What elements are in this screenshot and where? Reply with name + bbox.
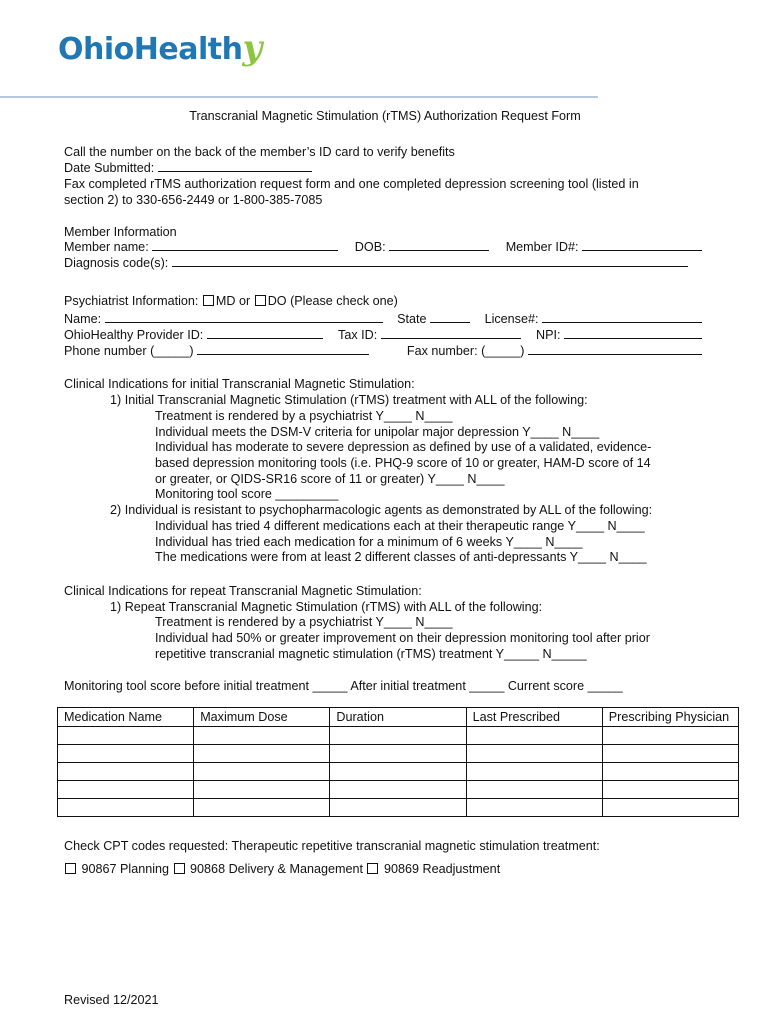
dob-field[interactable] <box>389 239 489 251</box>
table-cell[interactable] <box>602 781 738 799</box>
tax-id-field[interactable] <box>381 327 521 339</box>
fax-label: Fax number: (_____) <box>406 344 525 358</box>
member-row-1 <box>64 239 702 255</box>
cpt-90867-label: 90867 Planning <box>81 862 170 876</box>
table-cell[interactable] <box>602 745 738 763</box>
fax-instructions-line1: Fax completed rTMS authorization request form and one completed depression screening tool (listed in <box>64 177 639 191</box>
md-label: MD or <box>215 294 251 308</box>
table-cell[interactable] <box>58 727 194 745</box>
md-checkbox[interactable] <box>203 295 214 306</box>
monitoring-score-line: Monitoring tool score before initial treatment _____ After initial treatment _____ Current score _____ <box>64 679 623 693</box>
state-label: State <box>397 312 427 326</box>
logo-text: OhioHealth <box>58 32 243 67</box>
repeat-item-1a: Treatment is rendered by a psychiatrist Y____ N____ <box>155 615 453 629</box>
diagnosis-row <box>64 255 688 271</box>
date-submitted-field[interactable] <box>158 160 312 172</box>
member-info-heading: Member Information <box>64 225 177 239</box>
table-cell[interactable] <box>194 745 330 763</box>
table-cell[interactable] <box>58 745 194 763</box>
medication-table-header <box>58 708 739 727</box>
header-medication-name: Medication Name <box>58 708 194 727</box>
table-row <box>58 745 739 763</box>
header-rule <box>0 96 598 98</box>
initial-item-1a: Treatment is rendered by a psychiatrist Y____ N____ <box>155 409 453 423</box>
state-field[interactable] <box>430 311 470 323</box>
table-cell[interactable] <box>330 727 466 745</box>
psychiatrist-name-field[interactable] <box>105 311 383 323</box>
table-row <box>58 727 739 745</box>
table-cell[interactable] <box>466 745 602 763</box>
repeat-item-1: 1) Repeat Transcranial Magnetic Stimulation (rTMS) with ALL of the following: <box>110 600 543 614</box>
table-row <box>58 781 739 799</box>
revision-date: Revised 12/2021 <box>64 993 159 1007</box>
table-cell[interactable] <box>58 763 194 781</box>
table-cell[interactable] <box>330 745 466 763</box>
table-cell[interactable] <box>330 763 466 781</box>
table-cell[interactable] <box>466 799 602 817</box>
table-cell[interactable] <box>466 727 602 745</box>
cpt-options-row <box>64 861 500 877</box>
date-submitted-row <box>64 160 312 176</box>
date-submitted-label: Date Submitted: <box>64 161 155 175</box>
do-checkbox[interactable] <box>255 295 266 306</box>
table-cell[interactable] <box>194 781 330 799</box>
tax-id-label: Tax ID: <box>338 328 378 342</box>
initial-item-1c-line2: based depression monitoring tools (i.e. PHQ-9 score of 10 or greater, HAM-D score of 14 <box>155 456 651 470</box>
initial-item-2b: Individual has tried each medication for a minimum of 6 weeks Y____ N____ <box>155 535 583 549</box>
initial-item-1d: Monitoring tool score _________ <box>155 487 339 501</box>
header-maximum-dose: Maximum Dose <box>194 708 330 727</box>
table-cell[interactable] <box>602 763 738 781</box>
cpt-90868-label: 90868 Delivery & Management <box>190 862 363 876</box>
provider-id-label: OhioHealthy Provider ID: <box>64 328 204 342</box>
verify-benefits-text: Call the number on the back of the member’s ID card to verify benefits <box>64 145 455 159</box>
header-prescribing-physician: Prescribing Physician <box>602 708 738 727</box>
initial-item-1c-line1: Individual has moderate to severe depression as defined by use of a validated, evidence- <box>155 440 652 454</box>
medication-table <box>57 707 739 817</box>
table-cell[interactable] <box>58 781 194 799</box>
member-name-label: Member name: <box>64 240 149 254</box>
form-title: Transcranial Magnetic Stimulation (rTMS) Authorization Request Form <box>189 109 581 123</box>
psychiatrist-info-label: Psychiatrist Information: <box>64 294 199 308</box>
cpt-90869-checkbox[interactable] <box>367 863 378 874</box>
license-label: License#: <box>484 312 539 326</box>
table-cell[interactable] <box>194 763 330 781</box>
diagnosis-label: Diagnosis code(s): <box>64 256 169 270</box>
header-last-prescribed: Last Prescribed <box>466 708 602 727</box>
phone-label: Phone number (_____) <box>64 344 194 358</box>
table-row <box>58 799 739 817</box>
member-id-field[interactable] <box>582 239 702 251</box>
logo-text-end: y <box>242 28 262 68</box>
repeat-item-1b-line1: Individual had 50% or greater improvement on their depression monitoring tool after prior <box>155 631 650 645</box>
repeat-item-1b-line2: repetitive transcranial magnetic stimulation (rTMS) treatment Y_____ N_____ <box>155 647 587 661</box>
psychiatrist-row-1 <box>64 311 702 327</box>
member-id-label: Member ID#: <box>505 240 579 254</box>
psychiatrist-row-2 <box>64 327 702 343</box>
initial-item-1: 1) Initial Transcranial Magnetic Stimulation (rTMS) treatment with ALL of the following: <box>110 393 588 407</box>
table-cell[interactable] <box>602 727 738 745</box>
ohiohealth-logo <box>58 30 262 68</box>
fax-field[interactable] <box>528 343 702 355</box>
psychiatrist-row-3 <box>64 343 702 359</box>
initial-item-2: 2) Individual is resistant to psychopharmacologic agents as demonstrated by ALL of the following: <box>110 503 653 517</box>
diagnosis-field[interactable] <box>172 255 688 267</box>
header-duration: Duration <box>330 708 466 727</box>
table-cell[interactable] <box>466 763 602 781</box>
table-cell[interactable] <box>330 799 466 817</box>
psychiatrist-info-row <box>64 293 398 309</box>
initial-item-2a: Individual has tried 4 different medications each at their therapeutic range Y____ N____ <box>155 519 645 533</box>
npi-label: NPI: <box>536 328 561 342</box>
initial-indications-heading: Clinical Indications for initial Transcranial Magnetic Stimulation: <box>64 377 415 391</box>
npi-field[interactable] <box>564 327 702 339</box>
member-name-field[interactable] <box>152 239 338 251</box>
cpt-90868-checkbox[interactable] <box>174 863 185 874</box>
table-cell[interactable] <box>194 799 330 817</box>
cpt-codes-line: Check CPT codes requested: Therapeutic repetitive transcranial magnetic stimulation treatment: <box>64 839 600 853</box>
initial-item-1b: Individual meets the DSM-V criteria for unipolar major depression Y____ N____ <box>155 425 600 439</box>
phone-field[interactable] <box>197 343 369 355</box>
fax-instructions-line2: section 2) to 330-656-2449 or 1-800-385-7085 <box>64 193 323 207</box>
cpt-90869-label: 90869 Readjustment <box>383 862 501 876</box>
provider-id-field[interactable] <box>207 327 323 339</box>
initial-item-1c-line3: or greater, or QIDS-SR16 score of 11 or greater) Y____ N____ <box>155 472 505 486</box>
table-cell[interactable] <box>602 799 738 817</box>
table-cell[interactable] <box>330 781 466 799</box>
table-cell[interactable] <box>466 781 602 799</box>
cpt-90867-checkbox[interactable] <box>65 863 76 874</box>
license-field[interactable] <box>542 311 702 323</box>
do-label: DO (Please check one) <box>267 294 398 308</box>
table-row <box>58 763 739 781</box>
table-cell[interactable] <box>194 727 330 745</box>
psychiatrist-name-label: Name: <box>64 312 102 326</box>
repeat-indications-heading: Clinical Indications for repeat Transcranial Magnetic Stimulation: <box>64 584 422 598</box>
dob-label: DOB: <box>354 240 386 254</box>
table-cell[interactable] <box>58 799 194 817</box>
initial-item-2c: The medications were from at least 2 different classes of anti-depressants Y____ N____ <box>155 550 647 564</box>
